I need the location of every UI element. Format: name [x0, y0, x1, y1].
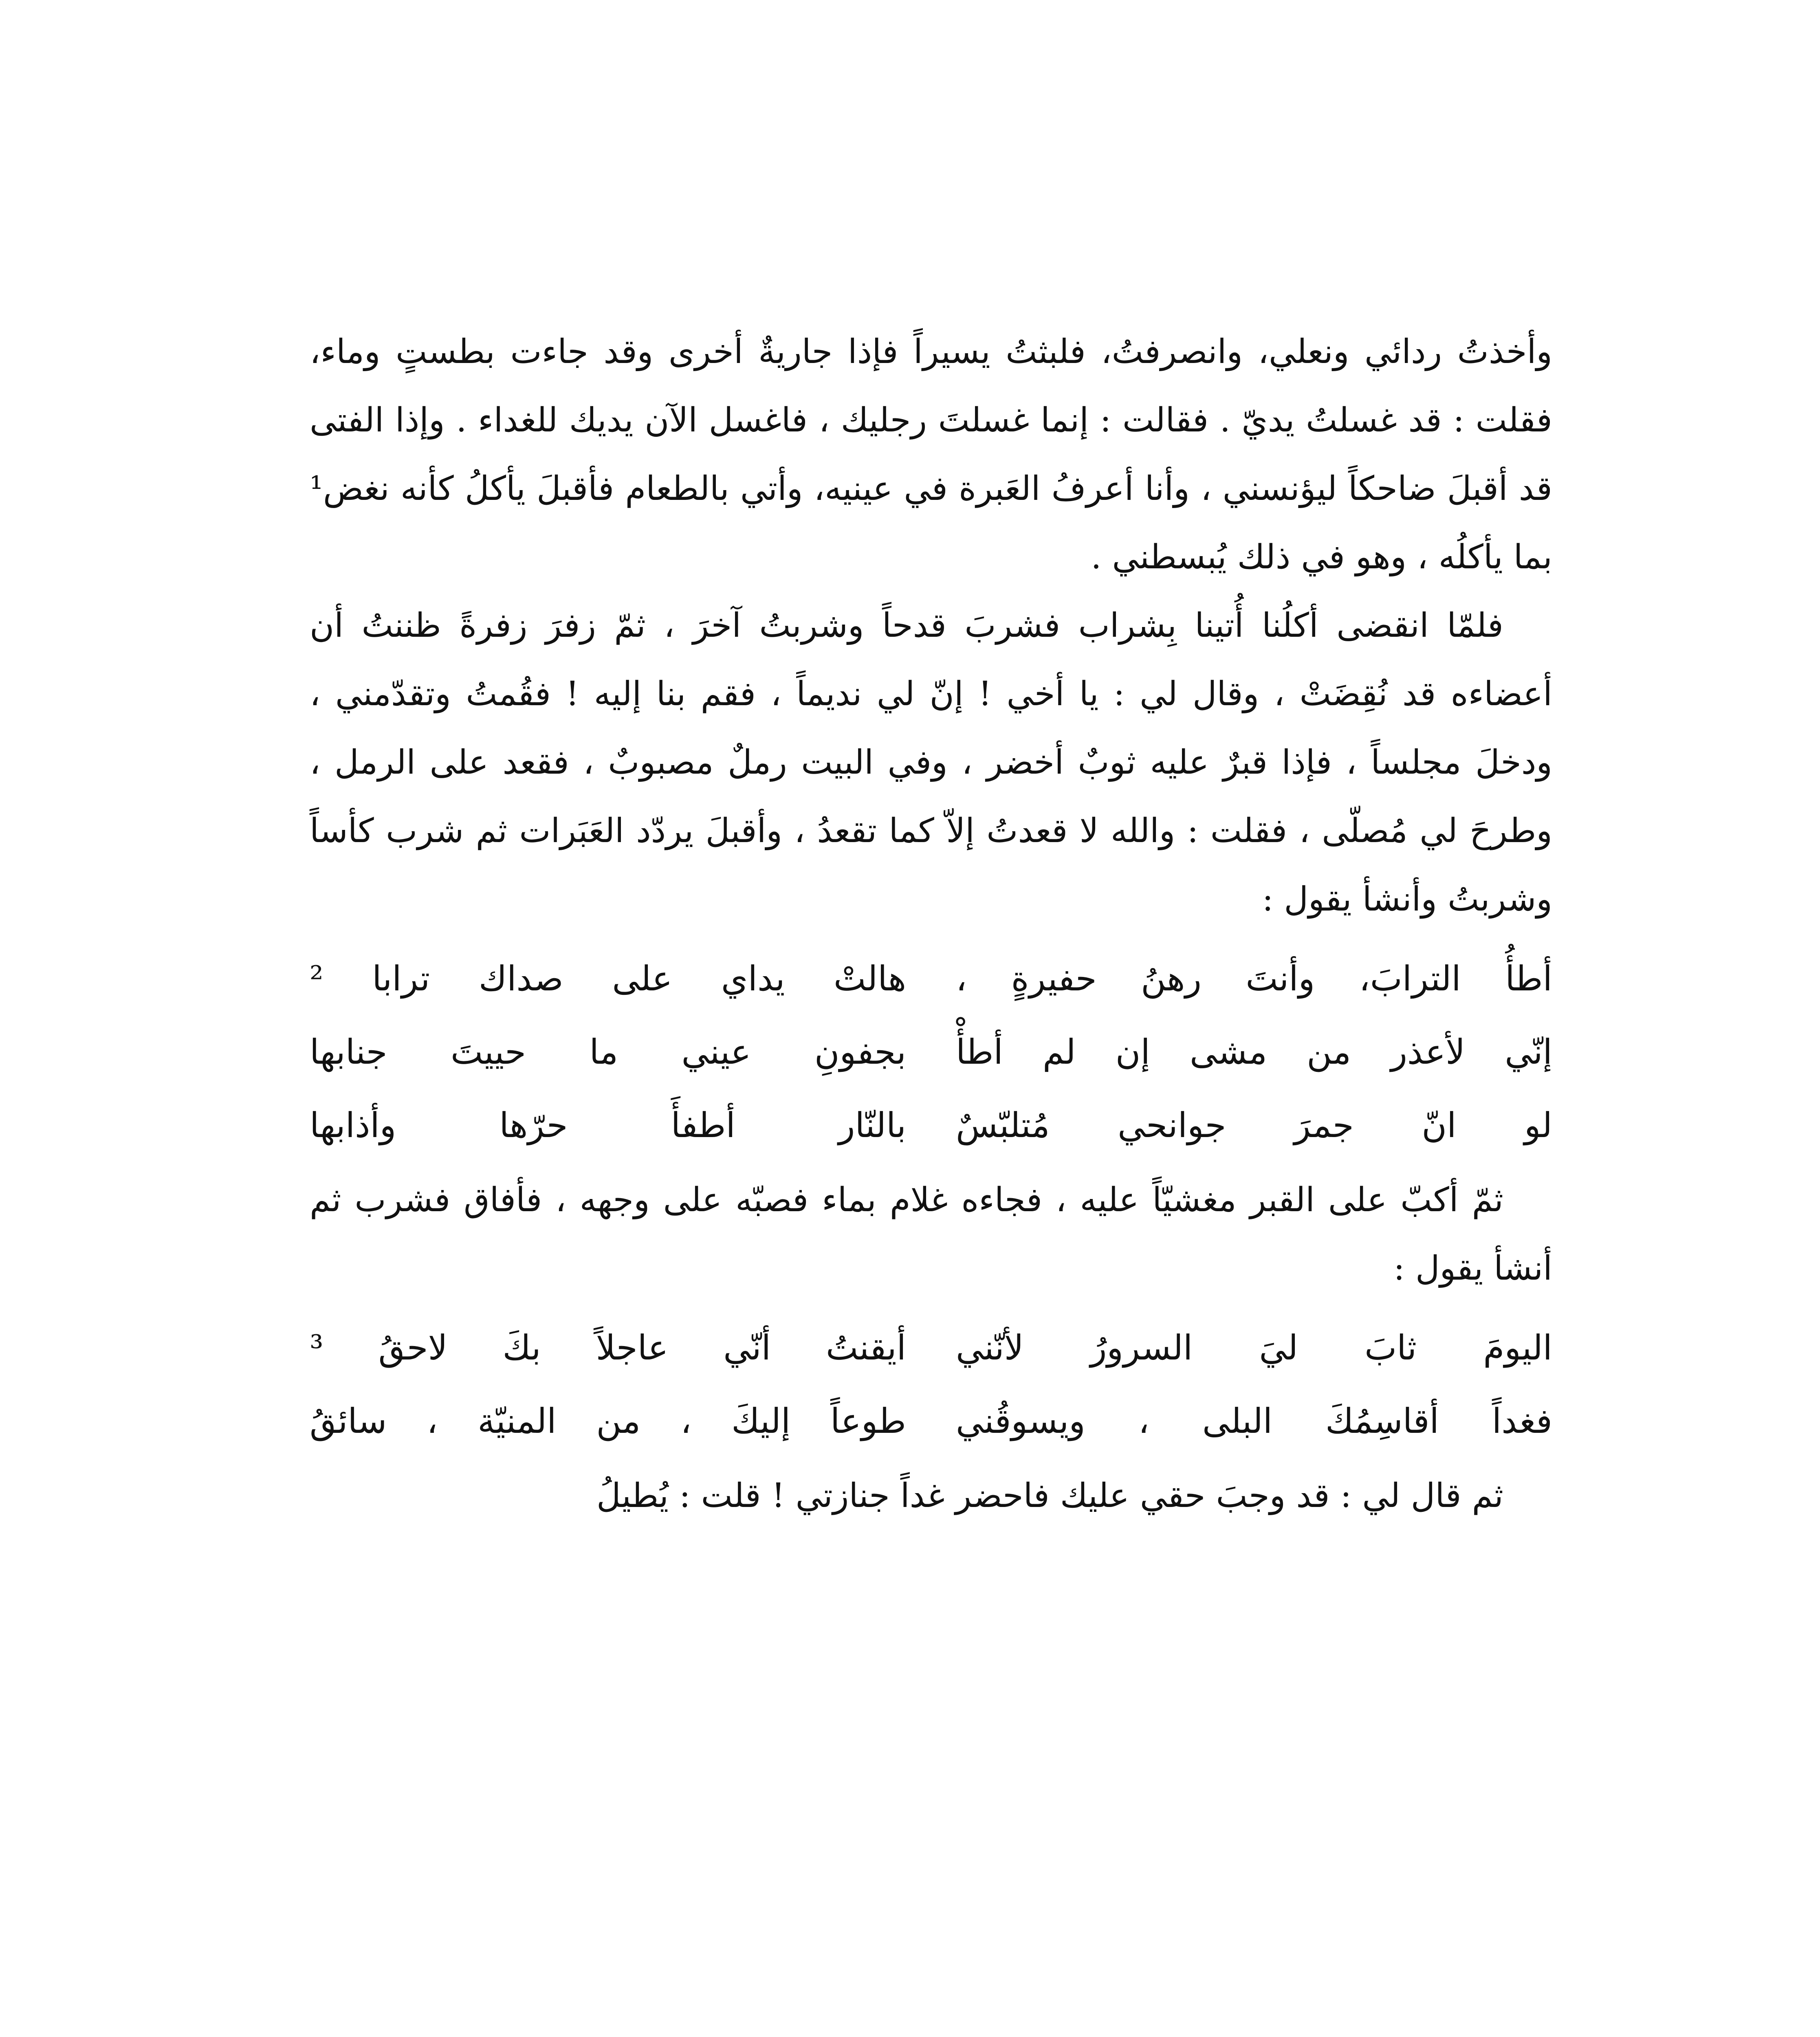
text-line: الآن يديك للغداء . وإذا الفتى قد أقبلَ ضاحكاً ليؤنسني ، وأنا أعرفُ العَبرة: [310, 401, 1552, 508]
verse-second-hemistich: أيقنتُ أنّي عاجلاً بكَ لاحقُ ³: [310, 1328, 906, 1368]
text-line: يُبسطني .: [1091, 538, 1227, 576]
text-line: في عينيه، وأتي بالطعام فأقبلَ يأكلُ كأنه نغض¹ بما يأكلُه ، وهو في ذلك: [310, 469, 1552, 576]
paragraph-3: [310, 1166, 1552, 1303]
text-line: وأخذتُ ردائي ونعلي، وانصرفتُ، فلبثتُ يسيراً فإذا جاريةٌ أخرى وقد جاءت: [510, 332, 1552, 371]
text-line: بطستٍ وماء، فقلت : قد غسلتُ يديّ . فقالت : إنما غسلتَ رجليك ، فاغسل: [310, 332, 1552, 440]
text-line: لا قعدتُ إلاّ كما تقعدُ ، وأقبلَ يردّد العَبَرات ثم شرب كأساً وشربتُ: [310, 812, 1552, 919]
text-line: ثمّ أكبّ على القبر مغشيّاً عليه ، فجاءه غلام بماء فصبّه على وجهه ،: [555, 1181, 1503, 1219]
paragraph-1: [310, 318, 1552, 592]
verse-second-hemistich: بجفونِ عيني ما حييتَ جنابها: [310, 1032, 906, 1072]
text-line: فأفاق فشرب ثم أنشأ يقول :: [310, 1181, 1552, 1288]
verse-first-hemistich: فغداً أقاسِمُكَ البلى ، ويسوقُني: [956, 1401, 1552, 1441]
verse-line: [310, 1015, 1552, 1089]
verse-line: [310, 1089, 1552, 1162]
verse-first-hemistich: أطأُ الترابَ، وأنتَ رهنُ حفيرةٍ ،: [956, 959, 1552, 999]
text-line: وفي البيت رملٌ مصبوبٌ ، فقعد على الرمل ، وطرحَ لي مُصلّى ، فقلت : والله: [310, 743, 1552, 850]
verse-first-hemistich: اليومَ ثابَ ليَ السرورُ لأنّني: [956, 1328, 1552, 1368]
main-text: [310, 318, 1552, 1530]
poem-2: [310, 1311, 1552, 1458]
verse-first-hemistich: إنّي لأعذر من مشى إن لم أطأْ: [956, 1032, 1552, 1072]
verse-second-hemistich: طوعاً إليكَ ، من المنيّة ، سائقُ: [310, 1401, 906, 1441]
text-line: فلمّا انقضى أكلُنا أُتينا بِشراب فشربَ قدحاً وشربتُ آخرَ ، ثمّ زفرَ: [545, 606, 1503, 645]
text-line: فقم بنا إليه ! فقُمتُ وتقدّمني ، ودخلَ مجلساً ، فإذا قبرٌ عليه ثوبٌ أخضر ،: [310, 675, 1552, 782]
verse-first-hemistich: لو انّ جمرَ جوانحي مُتلبّسٌ: [956, 1105, 1552, 1145]
verse-line: [310, 1311, 1552, 1384]
text-line: زفرةً ظننتُ أن أعضاءه قد نُقِضَتْ ، وقال لي : يا أخي ! إنّ لي نديماً ،: [310, 606, 1552, 713]
text-line: ثم قال لي : قد وجبَ حقي عليك فاحضر غداً جنازتي ! قلت : يُطيلُ: [596, 1476, 1503, 1515]
verse-line: [310, 1384, 1552, 1458]
poem-1: [310, 942, 1552, 1162]
paragraph-4: [310, 1462, 1552, 1530]
verse-line: [310, 942, 1552, 1015]
verse-second-hemistich: هالتْ يداي على صداك ترابا ²: [310, 959, 906, 999]
verse-second-hemistich: بالنّار أطفأَ حرّها وأذابها: [310, 1105, 906, 1145]
text-line: وأنشأ يقول :: [1262, 880, 1437, 919]
paragraph-2: [310, 592, 1552, 934]
